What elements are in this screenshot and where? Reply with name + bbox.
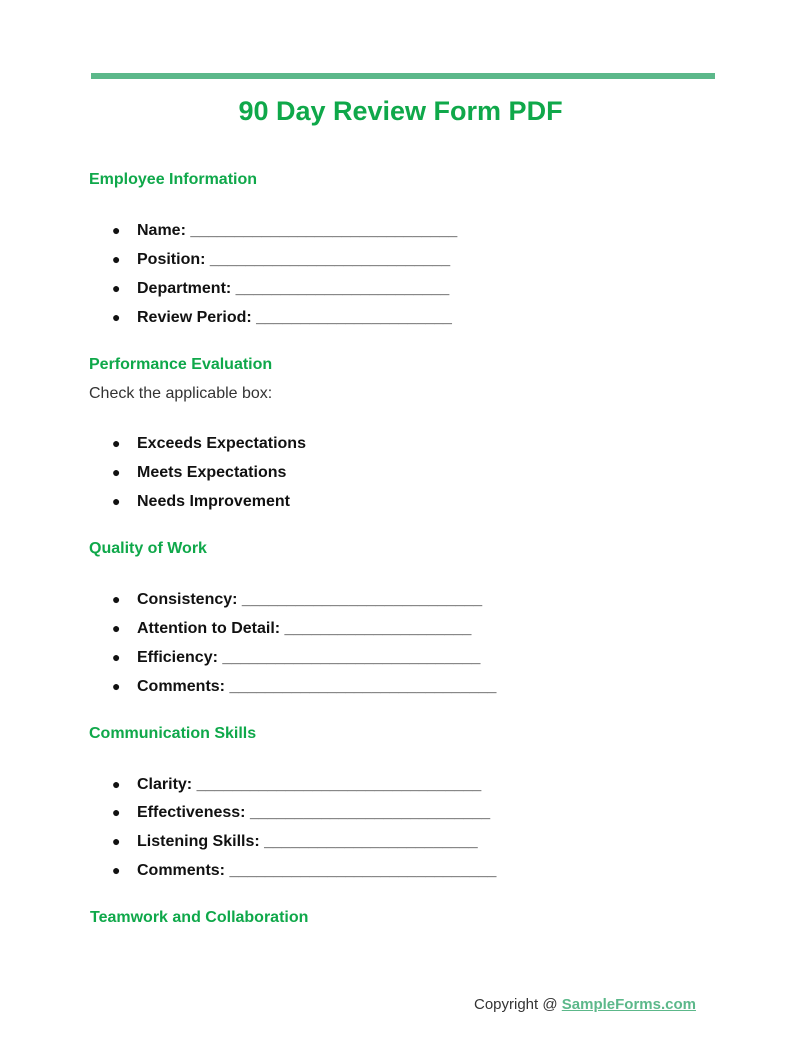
sampleforms-link[interactable]: SampleForms.com [561,996,696,1013]
bullet-icon: ● [112,591,121,607]
list-item [112,249,450,269]
list-item [112,307,452,327]
bullet-icon: ● [112,649,121,665]
bullet-icon: ● [112,435,121,451]
bullet-icon: ● [112,309,121,325]
footer-copyright [474,996,696,1013]
bullet-icon: ● [112,678,121,694]
page-title: 90 Day Review Form PDF [238,96,563,126]
bullet-icon: ● [112,862,121,878]
list-item [112,860,496,880]
bullet-icon: ● [112,776,121,792]
field-position: Position: ___________________________ [137,251,451,268]
field-attention-to-detail: Attention to Detail: _____________________ [137,620,472,637]
list-item [112,491,290,511]
field-consistency: Consistency: ___________________________ [137,591,483,608]
bullet-icon: ● [112,804,121,820]
performance-instruction: Check the applicable box: [89,385,273,402]
field-clarity: Clarity: ________________________________ [137,776,482,793]
section-heading-performance-evaluation: Performance Evaluation [89,356,273,373]
field-efficiency: Efficiency: _____________________________ [137,649,481,666]
bullet-icon: ● [112,251,121,267]
list-item [112,220,457,240]
list-item [112,462,286,482]
bullet-icon: ● [112,833,121,849]
option-meets-expectations: Meets Expectations [137,464,287,481]
bullet-icon: ● [112,464,121,480]
field-effectiveness: Effectiveness: ___________________________ [137,804,491,821]
field-name: Name: ______________________________ [137,222,458,239]
list-item [112,618,471,638]
section-heading-quality-of-work: Quality of Work [89,540,207,557]
field-listening-skills: Listening Skills: ________________________ [137,833,478,850]
field-review-period: Review Period: ______________________ [137,309,452,326]
section-heading-employee-information: Employee Information [89,171,258,188]
bullet-icon: ● [112,222,121,238]
list-item [112,647,480,667]
list-item [112,802,490,822]
field-quality-comments: Comments: ______________________________ [137,678,497,695]
bullet-icon: ● [112,493,121,509]
field-communication-comments: Comments: ______________________________ [137,862,497,879]
bullet-icon: ● [112,620,121,636]
section-heading-teamwork-and-collaboration: Teamwork and Collaboration [90,909,309,926]
bullet-icon: ● [112,280,121,296]
list-item [112,433,306,453]
option-needs-improvement: Needs Improvement [137,493,290,510]
field-department: Department: ________________________ [137,280,450,297]
option-exceeds-expectations: Exceeds Expectations [137,435,306,452]
list-item [112,278,449,298]
copyright-prefix: Copyright @ [474,996,562,1013]
list-item [112,774,481,794]
list-item [112,589,482,609]
top-divider [91,73,715,79]
list-item [112,831,478,851]
section-heading-communication-skills: Communication Skills [89,725,257,742]
list-item [112,676,496,696]
